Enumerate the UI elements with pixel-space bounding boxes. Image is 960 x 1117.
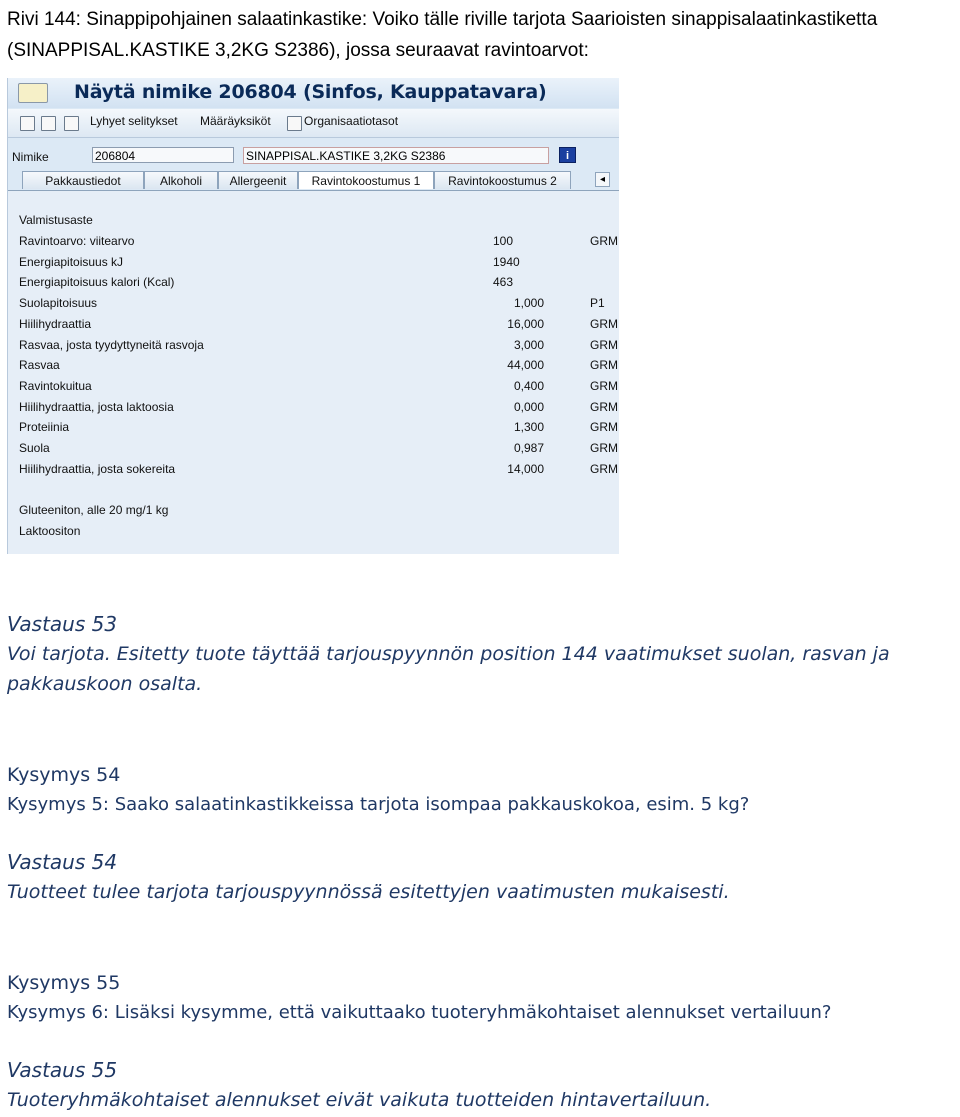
- nutrition-name: Rasvaa, josta tyydyttyneitä rasvoja: [19, 337, 204, 352]
- nutrition-name: Proteiinia: [19, 420, 70, 435]
- toolbar-units[interactable]: Määräyksiköt: [200, 114, 271, 128]
- answer-55-heading: Vastaus 55: [7, 1058, 118, 1082]
- nutrition-unit: GRM: [590, 441, 618, 455]
- nutrition-row: [8, 314, 619, 334]
- nutrition-row: [8, 355, 619, 375]
- menu-icon[interactable]: [18, 83, 48, 103]
- answer-53-line-1: Voi tarjota. Esitetty tuote täyttää tarjouspyynnön position 144 vaatimukset suolan, rasvan ja: [7, 643, 890, 665]
- nutrition-value: 0,987: [513, 441, 544, 455]
- material-label: Nimike: [12, 150, 49, 164]
- org-levels-icon[interactable]: [287, 116, 302, 131]
- nutrition-unit: P1: [590, 296, 605, 311]
- nutrition-name: Ravintoarvo: viitearvo: [19, 234, 135, 248]
- nutrition-row: [8, 231, 619, 251]
- nutrition-unit: GRM: [590, 378, 618, 393]
- nutrition-unit: GRM: [590, 337, 618, 352]
- nutrition-row: [8, 252, 619, 272]
- question-54-heading: Kysymys 54: [7, 764, 121, 786]
- nutrition-row: [8, 376, 619, 396]
- answer-54: [7, 847, 955, 907]
- question-55-heading: Kysymys 55: [7, 972, 121, 994]
- question-54: [7, 760, 955, 820]
- nutrition-unit: GRM: [590, 461, 618, 476]
- hierarchy-icon[interactable]: [64, 116, 79, 131]
- nutrition-name: Suolapitoisuus: [19, 296, 98, 311]
- nutrition-name: Suola: [19, 441, 50, 455]
- intro-text: [7, 4, 957, 66]
- answer-53-line-2: pakkauskoon osalta.: [7, 673, 203, 695]
- toolbar-short-descriptions[interactable]: Lyhyet selitykset: [90, 114, 178, 128]
- nutrition-row: [8, 335, 619, 355]
- material-number-field[interactable]: 206804: [92, 147, 234, 163]
- question-55-text: Kysymys 6: Lisäksi kysymme, että vaikuttaako tuoteryhmäkohtaiset alennukset vertailuun?: [7, 1002, 832, 1023]
- answer-53: [7, 609, 955, 699]
- nutrition-value: 100: [493, 234, 514, 248]
- material-description-field[interactable]: SINAPPISAL.KASTIKE 3,2KG S2386: [243, 147, 549, 164]
- nutrition-value: 463: [493, 275, 514, 290]
- intro-line-1: Rivi 144: Sinappipohjainen salaatinkastike: Voiko tälle riville tarjota Saarioisten sinappisalaatinkastiketta: [7, 9, 878, 30]
- gluten-free-row: [8, 500, 619, 520]
- question-55: [7, 968, 955, 1028]
- nutrition-name: Hiilihydraattia, josta sokereita: [19, 461, 176, 476]
- nutrition-unit: GRM: [590, 234, 618, 248]
- nutrition-value: 0,000: [513, 399, 544, 414]
- nutrition-value: 1,000: [513, 296, 544, 311]
- tab-nutrition-2[interactable]: Ravintokoostumus 2: [434, 171, 571, 189]
- sap-title-bar: [8, 78, 619, 108]
- document-icon[interactable]: [20, 116, 35, 131]
- nutrition-row: [8, 459, 619, 479]
- tab-scroll-left-icon[interactable]: ◂: [595, 172, 610, 187]
- tab-allergens[interactable]: Allergeenit: [218, 171, 298, 189]
- tab-alcohol[interactable]: Alkoholi: [144, 171, 218, 189]
- nutrition-row: [8, 438, 619, 458]
- nutrition-unit: GRM: [590, 316, 618, 331]
- intro-line-2: (SINAPPISAL.KASTIKE 3,2KG S2386), jossa seuraavat ravintoarvot:: [7, 40, 589, 61]
- tab-nutrition-1[interactable]: Ravintokoostumus 1: [298, 171, 434, 189]
- nutrition-row: [8, 272, 619, 292]
- tab-packaging[interactable]: Pakkaustiedot: [22, 171, 144, 189]
- answer-53-heading: Vastaus 53: [7, 612, 118, 636]
- nutrition-value: 1940: [493, 254, 520, 269]
- nutrition-value: 3,000: [513, 337, 544, 352]
- answer-54-heading: Vastaus 54: [7, 850, 118, 874]
- tab-strip: [8, 170, 619, 190]
- nutrition-unit: GRM: [590, 358, 618, 373]
- nutrition-value: 14,000: [507, 461, 544, 476]
- nutrition-unit: GRM: [590, 420, 618, 435]
- nutrition-name: Hiilihydraattia, josta laktoosia: [19, 399, 174, 414]
- toolbar-org-levels[interactable]: Organisaatiotasot: [304, 114, 399, 128]
- answer-54-text: Tuotteet tulee tarjota tarjouspyynnössä esitettyjen vaatimusten mukaisesti.: [7, 881, 730, 903]
- nutrition-value: 0,400: [513, 378, 544, 393]
- nutrition-name: Energiapitoisuus kalori (Kcal): [19, 275, 175, 290]
- nutrition-row: [8, 417, 619, 437]
- lactose-free-row: [8, 521, 619, 541]
- info-icon[interactable]: i: [559, 147, 576, 163]
- nutrition-value: 44,000: [507, 358, 544, 373]
- sap-screenshot: [7, 78, 619, 554]
- lactose-free-label: Laktoositon: [19, 524, 81, 538]
- nutrition-value: 1,300: [513, 420, 544, 435]
- nutrition-panel: [8, 190, 619, 554]
- nutrition-name: Energiapitoisuus kJ: [19, 254, 124, 269]
- answer-55-text: Tuoteryhmäkohtaiset alennukset eivät vaikuta tuotteiden hintavertailuun.: [7, 1089, 712, 1111]
- nutrition-name: Ravintokuitua: [19, 378, 92, 393]
- nutrition-value: 16,000: [507, 316, 544, 331]
- nutrition-unit: GRM: [590, 399, 618, 414]
- gluten-free-label: Gluteeniton, alle 20 mg/1 kg: [19, 503, 169, 517]
- edit-icon[interactable]: [41, 116, 56, 131]
- nutrition-name: Hiilihydraattia: [19, 316, 92, 331]
- nutrition-name: Rasvaa: [19, 358, 60, 373]
- sap-toolbar: [8, 109, 619, 138]
- sap-window-title: Näytä nimike 206804 (Sinfos, Kauppatavara): [74, 81, 547, 103]
- answer-55: [7, 1055, 955, 1115]
- material-field-row: [8, 140, 619, 166]
- nutrition-row: [8, 397, 619, 417]
- question-54-text: Kysymys 5: Saako salaatinkastikkeissa tarjota isompaa pakkauskokoa, esim. 5 kg?: [7, 794, 750, 815]
- nutrition-row: [8, 293, 619, 313]
- panel-header: [8, 210, 619, 230]
- preparation-state-label: Valmistusaste: [19, 213, 93, 227]
